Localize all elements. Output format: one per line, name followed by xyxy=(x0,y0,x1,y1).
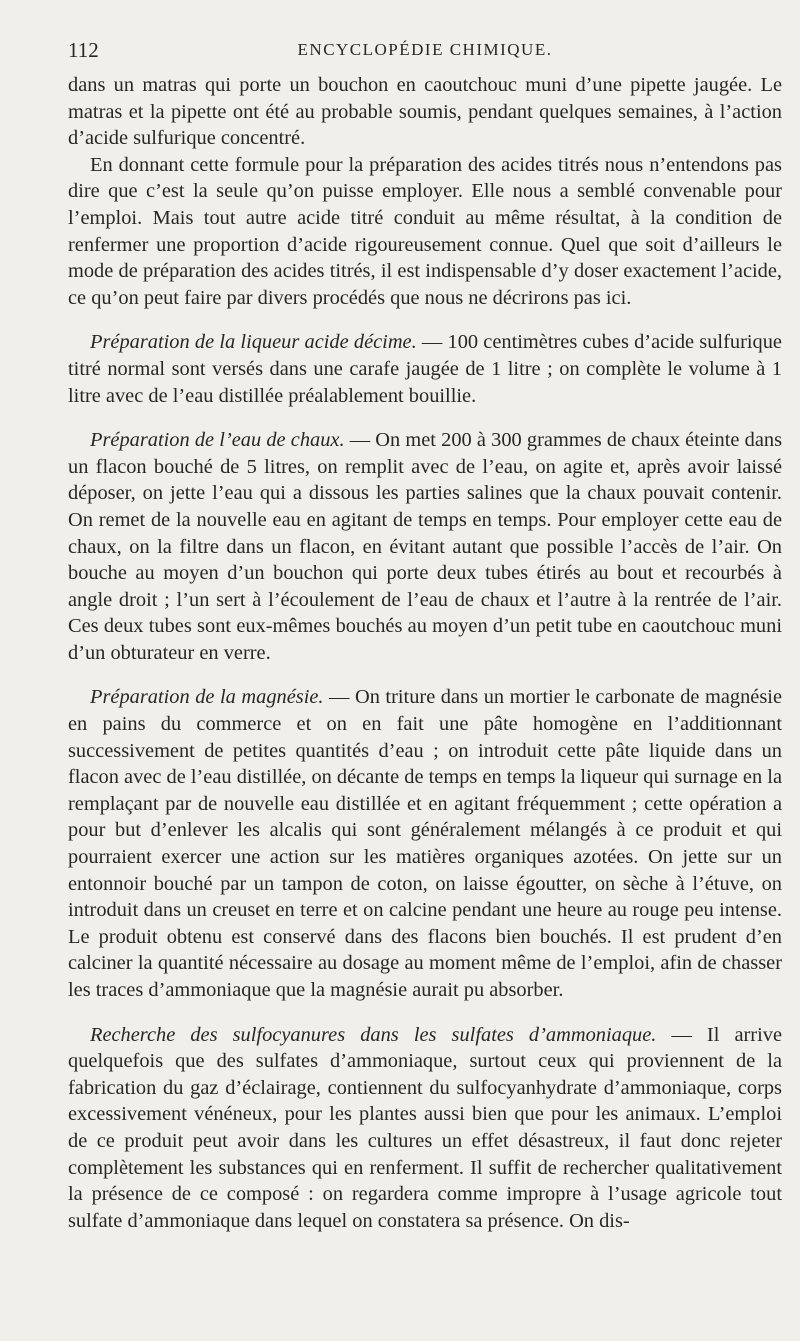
body-text xyxy=(68,72,782,1234)
section-heading: Préparation de la magnésie. xyxy=(90,686,324,709)
page-number: 112 xyxy=(68,38,99,62)
section-text: — On triture dans un mortier le carbonate de magnésie en pains du commerce et on en fait une pâte homogène en l’additionnant successivement de petites quantités d’eau ; on introduit cette pâte liquide dans un flacon avec de l’eau distillée, on décante de temps en temps la liqueur qui surnage en la remplaçant par de nouvelle eau distillée et en agitant fréquemment ; cette opération a pour but d’enlever les alcalis qui sont généralement mélangés à ce produit et qui pourraient exercer une action sur les matières organiques azotées. On jette sur un entonnoir bouché par un tampon de coton, on laisse égoutter, on sèche à l’étuve, on introduit dans un creuset en terre et on calcine pendant une heure au rouge peu intense. Le produit obtenu est conservé dans des flacons bien bouchés. Il est prudent d’en calciner la quantité nécessaire au dosage au moment même de l’emploi, afin de chasser les traces d’ammoniaque que la magnésie aurait pu absorber. xyxy=(68,686,782,1001)
paragraph-formula-note: En donnant cette formule pour la préparation des acides titrés nous n’entendons pas dire que c’est la seule qu’on puisse employer. Elle nous a semblé convenable pour l’emploi. Mais tout autre acide titré conduit au même résultat, à la condition de renfermer une proportion d’acide rigoureusement connue. Quel que soit d’ailleurs le mode de préparation des acides titrés, il est indispensable d’y doser exactement l’acide, ce qu’on peut faire par divers procédés que nous ne décrirons pas ici. xyxy=(68,153,782,309)
section-liqueur-acide xyxy=(68,329,782,409)
section-heading: Recherche des sulfocyanures dans les sulfates d’ammoniaque. xyxy=(90,1023,657,1046)
running-title: ENCYCLOPÉDIE CHIMIQUE. xyxy=(297,40,553,59)
section-magnesie xyxy=(68,684,782,1003)
paragraph-continuation: dans un matras qui porte un bouchon en caoutchouc muni d’une pipette jaugée. Le matras et la pipette ont été au probable soumis, pendant quelques semaines, à l’action d’acide sulfurique concentré. xyxy=(68,74,782,150)
section-heading: Préparation de l’eau de chaux. xyxy=(90,429,345,452)
section-text: — On met 200 à 300 grammes de chaux éteinte dans un flacon bouché de 5 litres, on remplit avec de l’eau, on agite et, après avoir laissé déposer, on jette l’eau qui a dissous les parties salines que la chaux pouvait contenir. On remet de la nouvelle eau en agitant de temps en temps. Pour employer cette eau de chaux, on la filtre dans un flacon, en évitant autant que possible l’accès de l’air. On bouche au moyen d’un bouchon qui porte deux tubes étirés au bout et recourbés à angle droit ; l’un sert à l’écoulement de l’eau de chaux et l’autre à la rentrée de l’air. Ces deux tubes sont eux-mêmes bouchés au moyen d’un petit tube en caoutchouc muni d’un obturateur en verre. xyxy=(68,429,782,664)
section-sulfocyanures xyxy=(68,1022,782,1235)
section-eau-de-chaux xyxy=(68,427,782,666)
section-heading: Préparation de la liqueur acide décime. xyxy=(90,331,417,354)
section-text: — 100 centimètres cubes d’acide sulfurique titré normal sont versés dans une carafe jaugée de 1 litre ; on complète le volume à 1 litre avec de l’eau distillée préalablement bouillie. xyxy=(68,331,782,407)
section-text: — Il arrive quelquefois que des sulfates d’ammoniaque, surtout ceux qui proviennent de la fabrication du gaz d’éclairage, contiennent du sulfocyanhydrate d’ammoniaque, corps excessivement vénéneux, pour les plantes aussi bien que pour les animaux. L’emploi de ce produit peut avoir dans les cultures un effet désastreux, il faut donc rejeter complètement les substances qui en renferment. Il suffit de rechercher qualitativement la présence de ce composé : on regardera comme impropre à l’usage agricole tout sulfate d’ammoniaque dans lequel on constatera sa présence. On dis- xyxy=(68,1023,782,1232)
page-header xyxy=(68,38,782,72)
